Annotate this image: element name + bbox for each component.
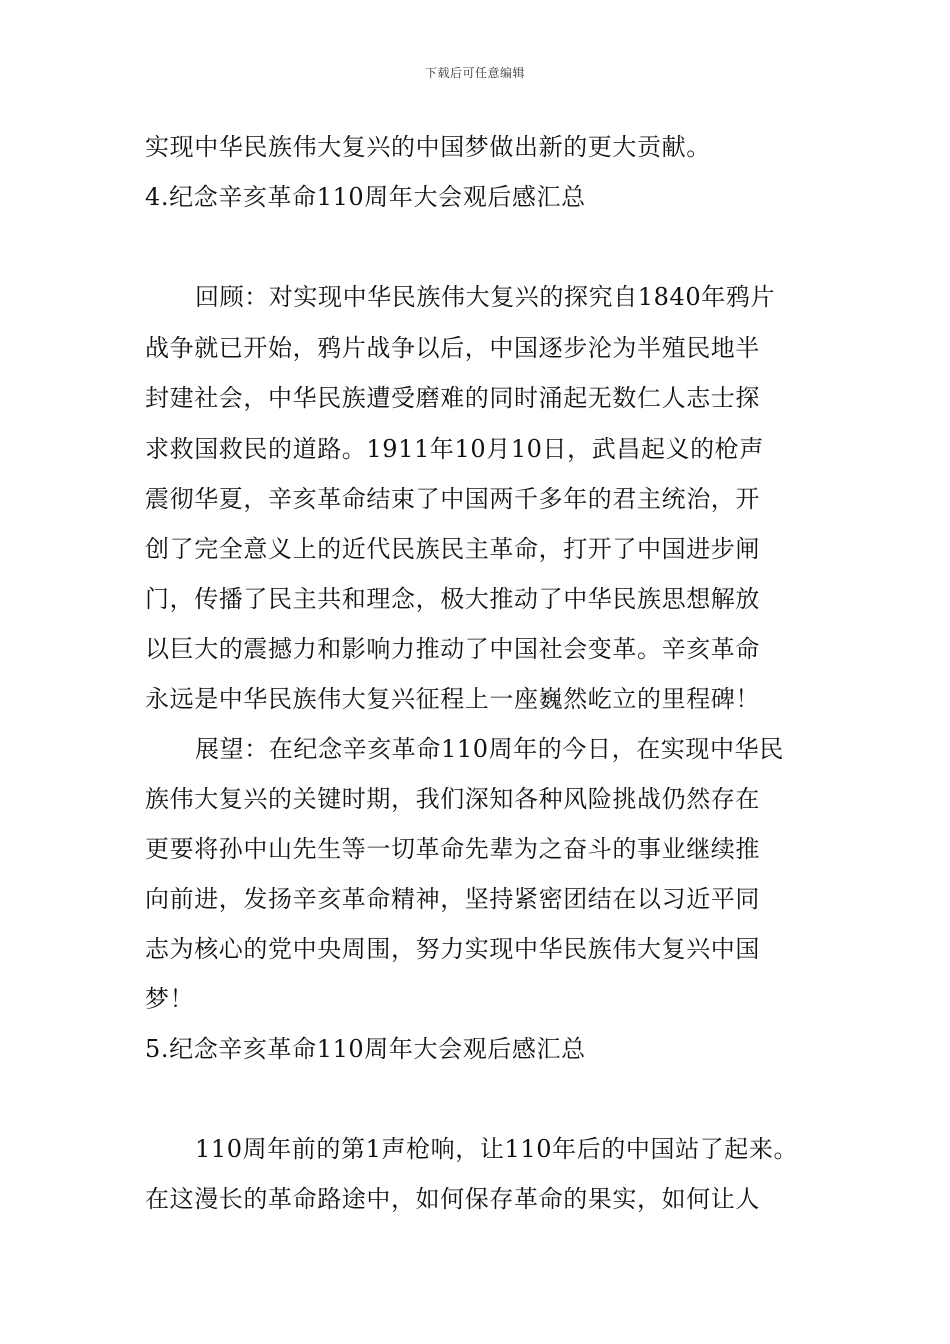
text-line: 战争就已开始，鸦片战争以后，中国逐步沦为半殖民地半 <box>145 334 760 362</box>
text-line: 在这漫长的革命路途中，如何保存革命的果实，如何让人 <box>145 1185 760 1213</box>
paragraph-first-line: 展望：在纪念辛亥革命110周年的今日，在实现中华民 <box>195 735 784 763</box>
text-line: 永远是中华民族伟大复兴征程上一座巍然屹立的里程碑！ <box>145 685 760 713</box>
text-line: 门，传播了民主共和理念，极大推动了中华民族思想解放 <box>145 585 760 613</box>
header-note: 下载后可任意编辑 <box>424 66 525 80</box>
text-line: 创了完全意义上的近代民族民主革命，打开了中国进步闸 <box>145 535 760 563</box>
text-line: 震彻华夏，辛亥革命结束了中国两千多年的君主统治，开 <box>145 485 760 513</box>
text-line: 以巨大的震撼力和影响力推动了中国社会变革。辛亥革命 <box>145 635 760 663</box>
text-line: 向前进，发扬辛亥革命精神，坚持紧密团结在以习近平同 <box>145 885 760 913</box>
text-line: 梦！ <box>145 985 195 1013</box>
paragraph-first-line: 110周年前的第1声枪响，让110年后的中国站了起来。 <box>195 1135 799 1163</box>
paragraph-first-line: 回顾：对实现中华民族伟大复兴的探究自1840年鸦片 <box>195 283 776 311</box>
text-line: 更要将孙中山先生等一切革命先辈为之奋斗的事业继续推 <box>145 835 760 863</box>
text-line: 族伟大复兴的关键时期，我们深知各种风险挑战仍然存在 <box>145 785 760 813</box>
text-line: 求救国救民的道路。1911年10月10日，武昌起义的枪声 <box>145 435 764 463</box>
section-heading: 5.纪念辛亥革命110周年大会观后感汇总 <box>145 1035 586 1063</box>
text-line: 封建社会，中华民族遭受磨难的同时涌起无数仁人志士探 <box>145 384 760 412</box>
section-heading: 4.纪念辛亥革命110周年大会观后感汇总 <box>145 183 586 211</box>
text-line: 志为核心的党中央周围，努力实现中华民族伟大复兴中国 <box>145 935 760 963</box>
text-line: 实现中华民族伟大复兴的中国梦做出新的更大贡献。 <box>145 133 711 161</box>
